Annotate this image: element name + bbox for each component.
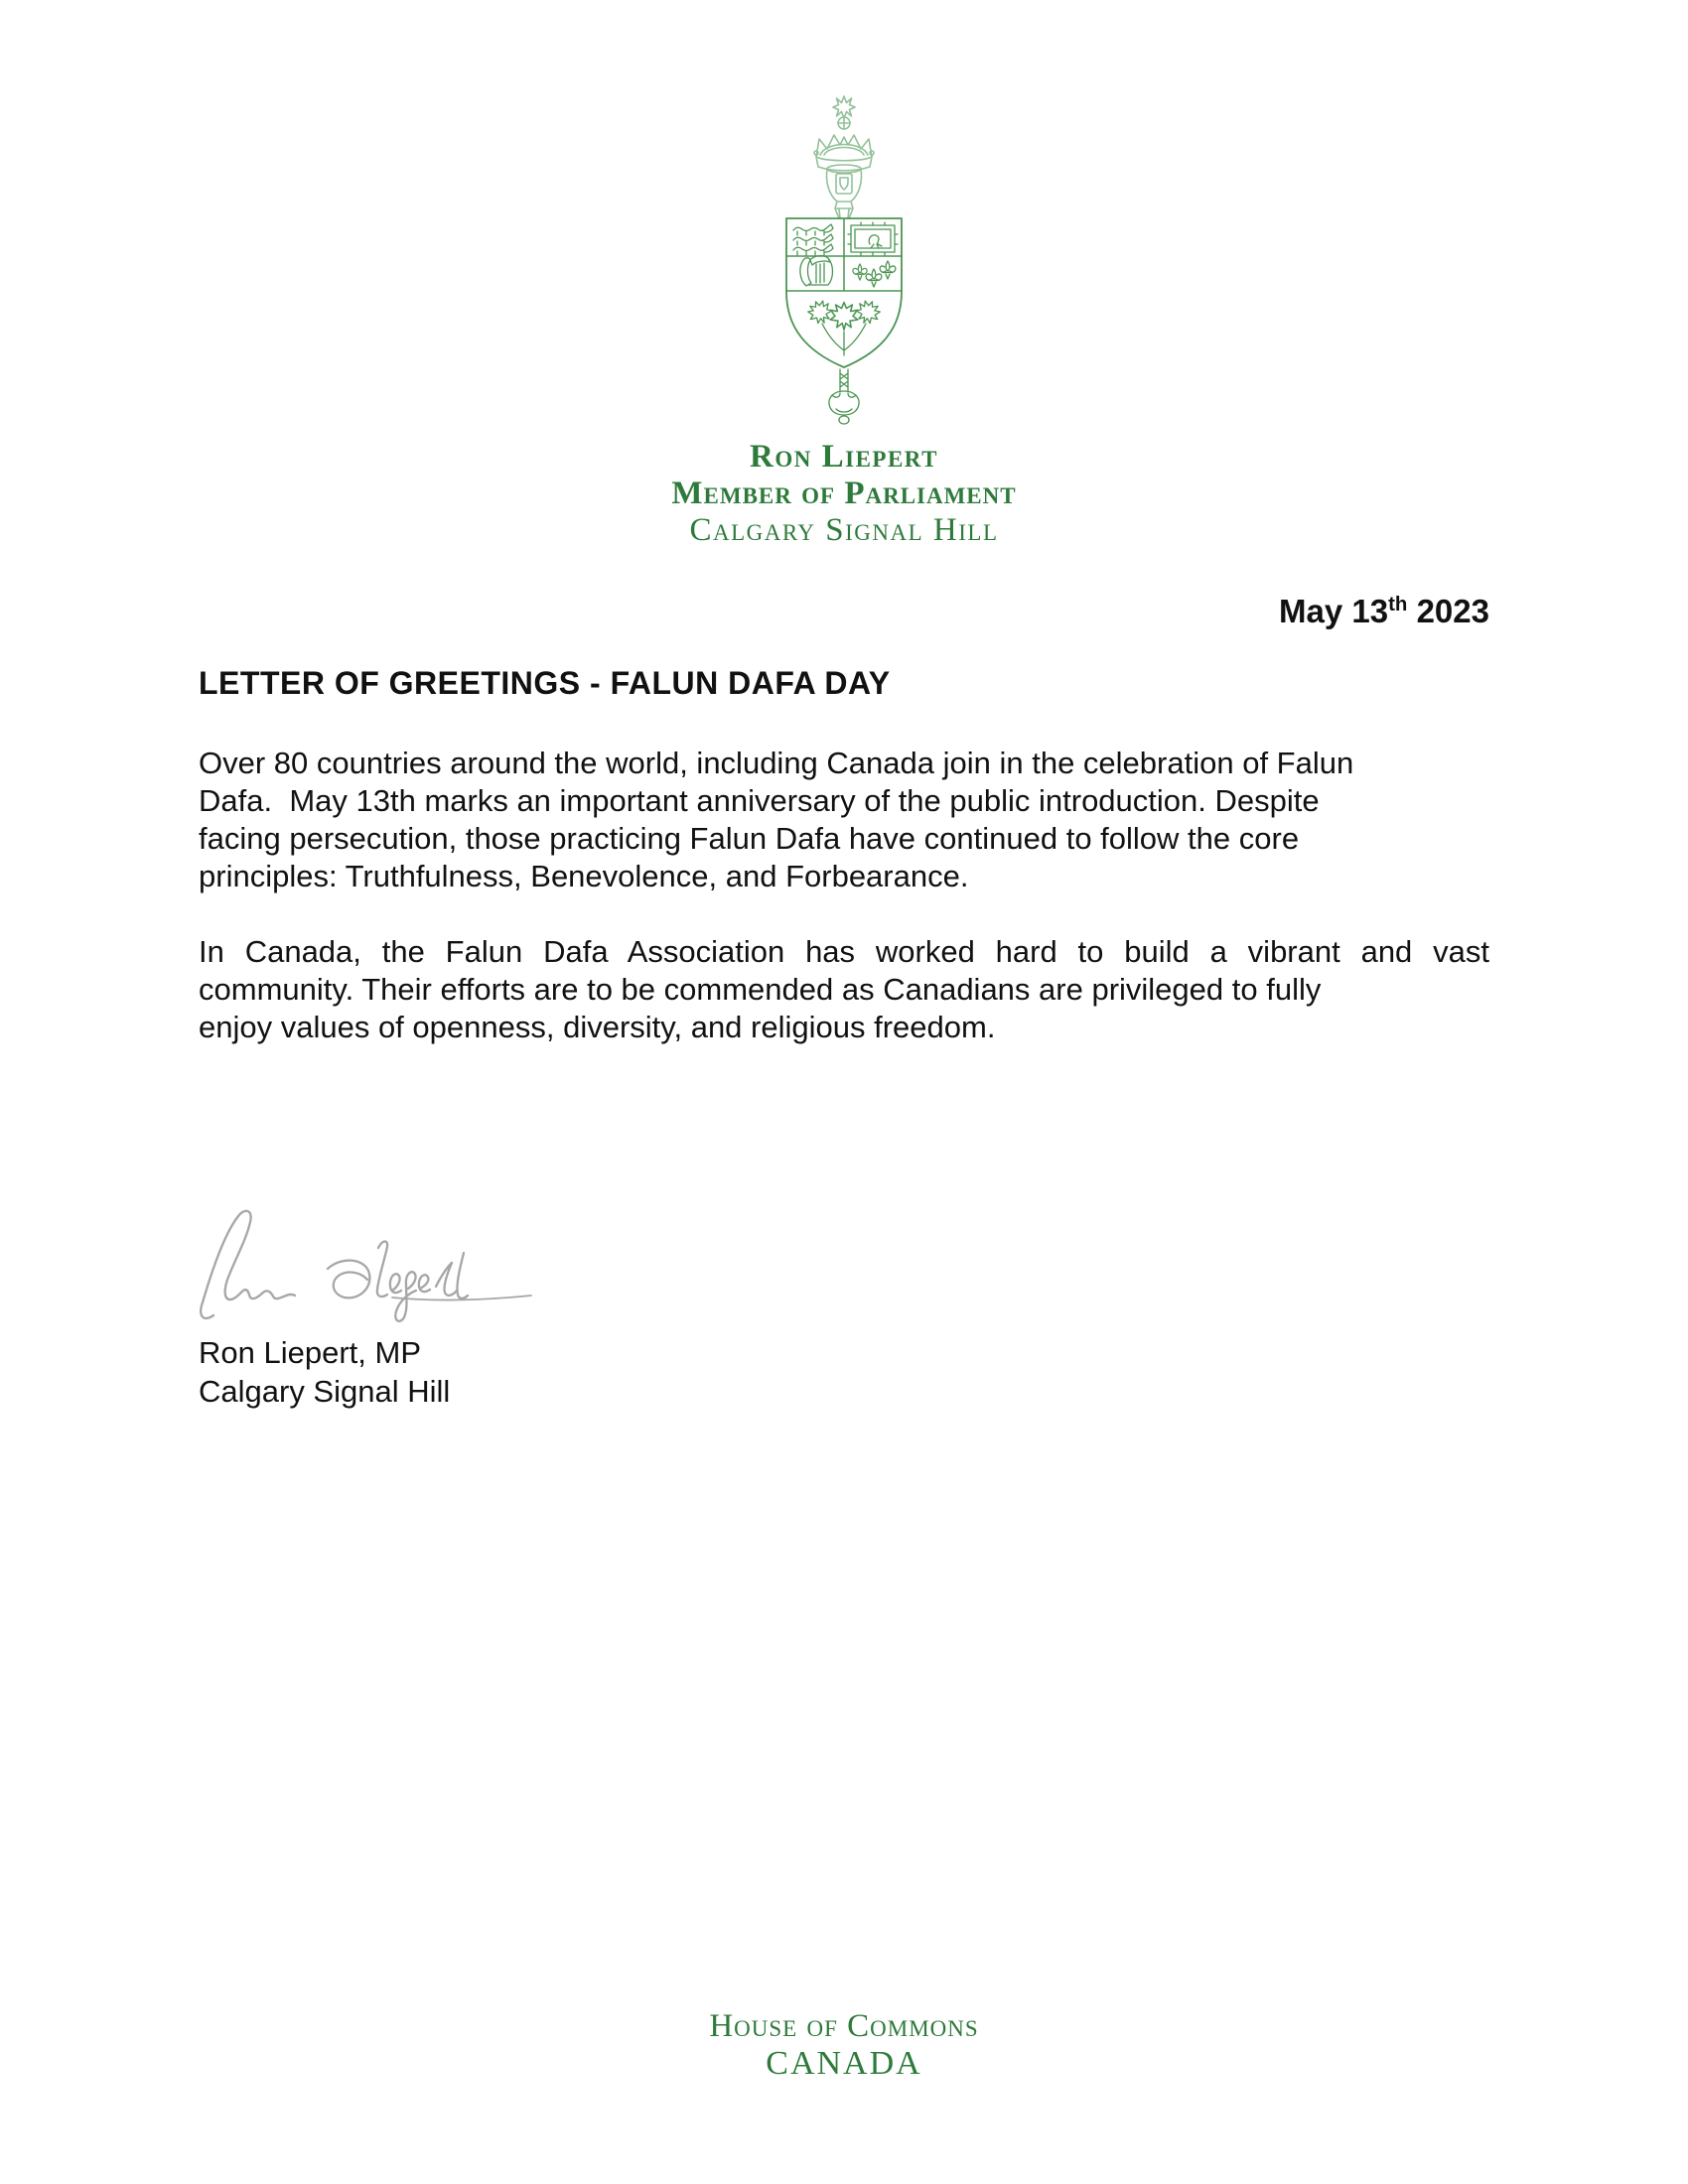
paragraph-1 xyxy=(199,745,1489,895)
paragraph-1-line: Over 80 countries around the world, including Canada join in the celebration of Falun xyxy=(199,746,1354,780)
subject-heading: LETTER OF GREETINGS - FALUN DAFA DAY xyxy=(199,665,891,701)
letterhead-riding: Calgary Signal Hill xyxy=(689,512,999,548)
footer-canada: CANADA xyxy=(766,2045,922,2082)
letterhead-title: Member of Parliament xyxy=(671,476,1017,511)
date-ordinal-suffix: th xyxy=(1388,593,1408,615)
footer xyxy=(0,2008,1688,2082)
paragraph-1-line: facing persecution, those practicing Falun Dafa have continued to follow the core xyxy=(199,821,1300,856)
signoff-name: Ron Liepert, MP xyxy=(199,1335,421,1370)
paragraph-2-line: In Canada, the Falun Dafa Association has worked hard to build a vibrant and vast xyxy=(199,934,1489,969)
house-of-commons-crest-icon xyxy=(784,95,904,427)
paragraph-2 xyxy=(199,933,1489,1046)
mace-collar xyxy=(835,202,853,218)
footer-house-of-commons: House of Commons xyxy=(709,2008,979,2044)
crown-band xyxy=(816,157,872,171)
letterhead xyxy=(0,439,1688,549)
date-year: 2023 xyxy=(1407,593,1489,629)
handwritten-signature-icon xyxy=(194,1201,536,1325)
paragraph-1-line: principles: Truthfulness, Benevolence, and Forbearance. xyxy=(199,859,969,893)
paragraph-2-line: enjoy values of openness, diversity, and religious freedom. xyxy=(199,1010,996,1044)
letterhead-name: Ron Liepert xyxy=(750,439,938,475)
mace-cup-rim xyxy=(827,165,861,173)
paragraph-1-line: Dafa. May 13th marks an important anniversary of the public introduction. Despite xyxy=(199,783,1320,818)
mace-shaft xyxy=(839,208,849,218)
paragraph-2-line: community. Their efforts are to be commended as Canadians are privileged to fully xyxy=(199,972,1322,1007)
date-prefix: May 13 xyxy=(1279,593,1389,629)
cross-pattee xyxy=(833,96,855,118)
date-line xyxy=(199,586,1489,630)
signoff-block xyxy=(199,1333,450,1411)
signoff-riding: Calgary Signal Hill xyxy=(199,1374,451,1409)
mace-cup-panel xyxy=(836,174,852,194)
